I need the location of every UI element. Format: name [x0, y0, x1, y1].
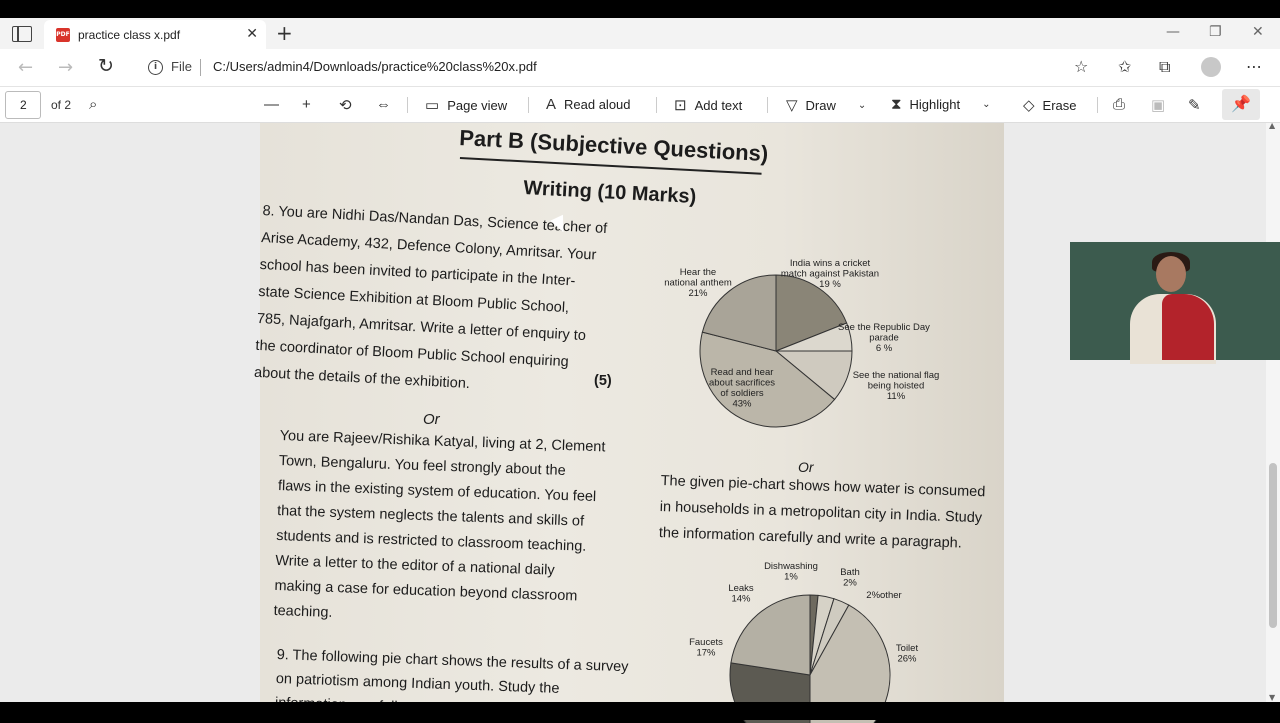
page-view-icon: ▭ — [425, 97, 440, 114]
question-line: in households in a metropolitan city in India. Study — [659, 498, 983, 527]
or-label: Or — [423, 411, 440, 428]
close-icon[interactable]: ✕ — [246, 26, 258, 42]
water-pie-chart — [257, 123, 1004, 702]
add-favorite-icon[interactable]: ☆ — [1074, 57, 1089, 76]
back-icon[interactable]: ← — [18, 57, 34, 78]
tab-actions-icon[interactable] — [12, 26, 32, 42]
part-heading: Part B (Subjective Questions) — [458, 125, 769, 167]
erase-button[interactable]: ◇ Erase — [1023, 97, 1077, 114]
or-label: Or — [798, 459, 814, 475]
pdf-toolbar — [0, 86, 1280, 123]
pie-label: Dishwashing 1% — [764, 561, 818, 583]
question-line: the coordinator of Bloom Public School enquiring — [255, 337, 570, 371]
chevron-down-icon[interactable]: ⌄ — [982, 99, 991, 110]
scroll-down-icon[interactable]: ▼ — [1269, 693, 1276, 702]
marks-label: (5) — [594, 373, 612, 389]
forward-icon[interactable]: → — [58, 57, 74, 78]
question-line: 785, Najafgarh, Amritsar. Write a letter of enquiry to — [256, 310, 587, 345]
pie-label: Hear the national anthem 21% — [664, 267, 732, 299]
fit-page-icon[interactable]: ⇔ — [376, 96, 391, 113]
question-line: teaching. — [273, 602, 333, 621]
pie-label: Toilet 26% — [895, 643, 919, 665]
question-line: that the system neglects the talents and skills of — [276, 502, 585, 530]
collections-icon[interactable]: ⧉ — [1159, 57, 1171, 76]
presenter-head — [1156, 256, 1186, 292]
minimize-icon[interactable]: — — [1166, 24, 1180, 40]
tab-strip — [0, 18, 1280, 49]
draw-button[interactable]: ▽ Draw ⌄ — [786, 97, 867, 114]
pie-label: India wins a cricket match against Pakistan 19 % — [780, 258, 880, 290]
divider — [767, 97, 768, 113]
question-line: 9. The following pie chart shows the results of a survey — [276, 647, 629, 676]
read-aloud-button[interactable]: A Read aloud — [546, 96, 631, 113]
scrollbar[interactable] — [1266, 123, 1280, 702]
highlight-icon: ⧗ — [891, 96, 902, 113]
question-line: on patriotism among Indian youth. Study the — [275, 670, 560, 697]
zoom-out-icon[interactable]: — — [264, 96, 279, 113]
highlight-button[interactable]: ⧗ Highlight ⌄ — [891, 96, 991, 113]
read-aloud-icon: A — [546, 96, 557, 113]
search-icon[interactable]: ⌕ — [89, 96, 98, 113]
question-line: Town, Bengaluru. You feel strongly about the — [278, 452, 566, 479]
chevron-down-icon[interactable]: ⌄ — [857, 99, 867, 111]
new-tab-icon[interactable]: + — [276, 21, 293, 45]
question-line: Write a letter to the editor of a national daily — [275, 552, 555, 579]
reload-icon[interactable]: ↻ — [98, 55, 114, 77]
restore-icon[interactable]: ❐ — [1209, 24, 1222, 40]
question-line: making a case for education beyond classroom — [274, 577, 578, 605]
browser-window — [0, 18, 1280, 702]
bottom-bar — [0, 702, 1280, 720]
question-line: school has been invited to participate in the Inter- — [259, 256, 576, 290]
file-label: File — [171, 59, 192, 74]
question-line: students and is restricted to classroom teaching. — [275, 527, 587, 555]
add-text-icon: ⊡ — [674, 97, 687, 114]
scrollbar-thumb[interactable] — [1269, 463, 1277, 628]
address-row — [0, 49, 1280, 86]
pie-label: Leaks 14% — [728, 583, 754, 605]
tab-title: practice class x.pdf — [78, 27, 181, 42]
question-line: You are Rajeev/Rishika Katyal, living at 2, Clement — [279, 428, 606, 456]
pie-label: See the Republic Day parade 6 % — [838, 322, 930, 354]
divider — [656, 97, 657, 113]
pie-slice — [731, 595, 810, 675]
divider — [200, 59, 201, 76]
question-line: Arise Academy, 432, Defence Colony, Amritsar. Your — [260, 229, 597, 264]
pie-label: See the national flag being hoisted 11% — [852, 370, 940, 402]
draw-icon: ▽ — [786, 97, 798, 114]
question-line: 8. You are Nidhi Das/Nandan Das, Science teacher of — [262, 203, 608, 238]
save-icon[interactable]: ▣ — [1151, 97, 1166, 114]
pie-label: Bath 2% — [840, 567, 860, 589]
page-count: of 2 — [51, 98, 72, 112]
tab-pdf[interactable] — [44, 20, 266, 49]
more-icon[interactable]: ⋯ — [1246, 57, 1262, 76]
pin-toolbar-icon[interactable]: 📌 — [1222, 89, 1260, 120]
add-text-button[interactable]: ⊡ Add text — [674, 97, 743, 114]
divider — [407, 97, 408, 113]
question-line: flaws in the existing system of education. You feel — [277, 477, 597, 506]
pdf-icon: PDF — [56, 28, 70, 42]
pdf-page — [253, 123, 1004, 702]
webcam-overlay — [1070, 242, 1280, 360]
scroll-up-icon[interactable]: ▲ — [1269, 121, 1276, 130]
address-bar[interactable]: C:/Users/admin4/Downloads/practice%20class%20x.pdf — [213, 59, 537, 74]
question-line: state Science Exhibition at Bloom Public School, — [257, 283, 570, 317]
print-icon[interactable]: ⎙ — [1113, 96, 1126, 113]
pdf-viewer[interactable] — [0, 123, 1280, 702]
divider — [1097, 97, 1098, 113]
favorites-icon[interactable]: ✩ — [1118, 57, 1132, 76]
question-line: about the details of the exhibition. — [253, 364, 471, 393]
save-as-icon[interactable]: ✎ — [1188, 97, 1201, 114]
page-number-input[interactable]: 2 — [5, 91, 41, 119]
pie-label: Faucets 17% — [689, 637, 723, 659]
window-close-icon[interactable]: ✕ — [1252, 24, 1264, 40]
question-line: the information carefully and write a paragraph. — [658, 524, 963, 552]
divider — [528, 97, 529, 113]
eraser-icon: ◇ — [1023, 97, 1035, 114]
pie-label: 2%other — [866, 590, 902, 601]
pie-label: Read and hear about sacrifices of soldiers 43% — [708, 367, 776, 410]
section-heading: Writing (10 Marks) — [522, 177, 697, 209]
info-icon[interactable]: i — [148, 60, 163, 75]
rotate-icon[interactable]: ⟲ — [339, 97, 352, 114]
presenter-scarf — [1162, 294, 1214, 360]
zoom-in-icon[interactable]: + — [302, 96, 311, 113]
page-view-button[interactable]: ▭ Page view — [425, 97, 508, 114]
avatar[interactable] — [1201, 57, 1221, 77]
question-line: The given pie-chart shows how water is consumed — [660, 473, 986, 501]
